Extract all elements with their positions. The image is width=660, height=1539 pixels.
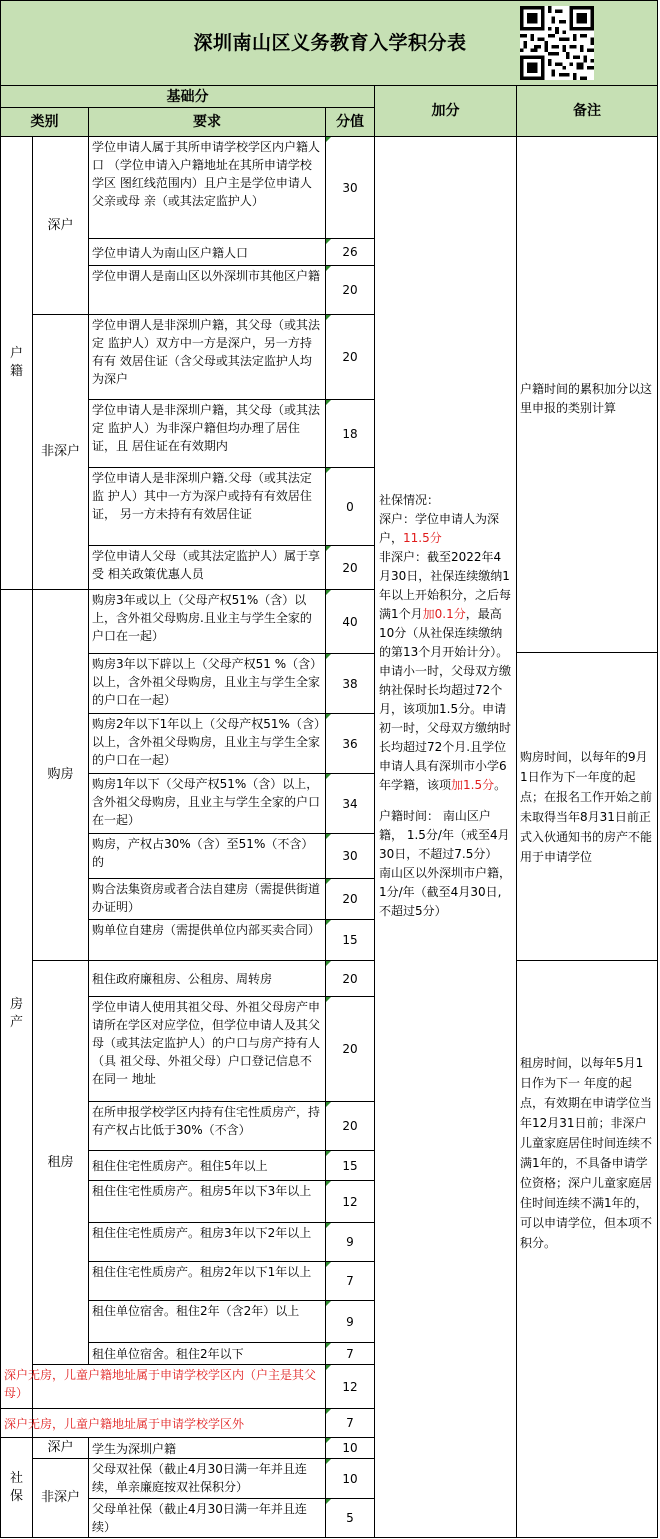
rent-req-3: 在所申报学校学区内持有住宅性质房产，持有产权占比低于30%（不含） [89, 1102, 326, 1151]
special-req-1: 深户无房，儿童户籍地址属于申请学校学区内（户主是其父母） [0, 1365, 326, 1409]
bonus-feishenhu-end: 。 [494, 778, 507, 792]
subcategory-purchase: 购房 [33, 590, 89, 961]
rent-score-7: 7 [326, 1262, 375, 1301]
hukou-shenhu-req-2: 学位申请人为南山区户籍人口 [89, 239, 326, 266]
header-remarks: 备注 [517, 86, 658, 137]
rent-req-7: 租住住宅性质房产。租房2年以下1年以上 [89, 1262, 326, 1301]
purchase-req-5: 购房，产权占30%（含）至51%（不含）的 [89, 834, 326, 879]
rent-req-2: 学位申请人使用其祖父母、外祖父母房产申 请所在学区对应学位，但学位申请人及其父 母（或其法定监护人）的户口与房产持有人（具 祖父母、外祖父母）户口登记信息不在同一 地址 [89, 997, 326, 1102]
bonus-feishenhu-part1: 非深户：截至2022年4月30日，社保连续缴纳1年以上开始积分，之后每满1个月 [379, 550, 512, 621]
subcategory-rent: 租房 [33, 961, 89, 1365]
rent-req-4: 租住住宅性质房产。租住5年以上 [89, 1151, 326, 1181]
purchase-score-6: 20 [326, 879, 375, 920]
bonus-shenhu-text [379, 510, 512, 548]
bonus-social-heading: 社保情况： [379, 493, 440, 507]
rent-req-5: 租住住宅性质房产。租房5年以下3年以上 [89, 1181, 326, 1223]
purchase-req-1: 购房3年或以上（父母产权51%（含）以上，含外祖父母购房.且业主与学生全家的户口在一起） [89, 590, 326, 654]
purchase-score-3: 36 [326, 714, 375, 774]
subcategory-social-feishenhu: 非深户 [33, 1459, 89, 1538]
purchase-req-6: 购合法集资房或者合法自建房（需提供街道 办证明） [89, 879, 326, 920]
remarks-hukou: 户籍时间的累积加分以这里申报的类别计算 [517, 137, 658, 653]
social-feishenhu-score-2: 5 [326, 1499, 375, 1538]
bonus-feishenhu-extra: 加1.5分 [451, 778, 495, 792]
bonus-column [375, 137, 517, 1538]
purchase-req-7: 购单位自建房（需提供单位内部买卖合同） [89, 920, 326, 961]
purchase-req-4: 购房1年以下（父母产权51%（含）以上，含外祖父母购房，且业主与学生全家的户口在一起） [89, 774, 326, 834]
rent-req-6: 租住住宅性质房产。租房3年以下2年以上 [89, 1223, 326, 1262]
rent-score-6: 9 [326, 1223, 375, 1262]
hukou-shenhu-score-2: 26 [326, 239, 375, 266]
hukou-feishenhu-req-1: 学位申谓人是非深圳户籍，其父母（或其法定 监护人）双方中一方是深户，另一方持有有 效居住证（含父母或其法定监护人均为深户 [89, 315, 326, 400]
remarks-rent: 租房时间，以每年5月1日作为下一 年度的起点，有效期在申请学位当年12月31日前；非深户儿童家庭居住时间连续不满1年的，不具备申请学位资格；深户儿童家庭居住时间连续不满1年的，可以申请学位，但本项不积分。 [517, 961, 658, 1538]
header-category: 类别 [0, 108, 89, 137]
rent-score-4: 15 [326, 1151, 375, 1181]
purchase-req-2: 购房3年以下辟以上（父母产权51 %（含）以上，含外祖父母购房，且业主与学生全家 的户口在一起） [89, 654, 326, 714]
rent-score-3: 20 [326, 1102, 375, 1151]
purchase-score-2: 38 [326, 654, 375, 714]
bonus-hukou-time: 户籍时间： 南山区户籍， 1.5分/年（戒至4月30日，不超过7.5分） [379, 809, 510, 861]
rent-req-9: 租住单位宿舍。租住2年以下 [89, 1343, 326, 1365]
hukou-feishenhu-req-2: 学位申请人是非深圳户籍，其父母（或其法定 监护人）为非深户籍但均办理了居住证，且 居住证在有效期内 [89, 400, 326, 468]
hukou-feishenhu-score-1: 20 [326, 315, 375, 400]
social-feishenhu-req-1: 父母双社保（截止4月30日满一年并且连 续，单亲廉庭按双社保积分） [89, 1459, 326, 1499]
hukou-shenhu-req-3: 学位申谓人是南山区以外深圳市其他区户籍 [89, 266, 326, 315]
bonus-feishenhu-text [379, 548, 512, 795]
purchase-score-7: 15 [326, 920, 375, 961]
header-bonus: 加分 [375, 86, 517, 137]
subcategory-hukou-feishenhu: 非深户 [33, 315, 89, 590]
page-title: 深圳南山区义务教育入学积分表 [193, 32, 467, 54]
rent-score-8: 9 [326, 1301, 375, 1343]
special-score-1: 12 [326, 1365, 375, 1409]
remarks-purchase: 购房时间，以每年的9月1日作为下一年度的起点；在报名工作开始之前未取得当年8月31日前正式入伙通知书的房产不能用于申请学位 [517, 653, 658, 961]
subcategory-hukou-shenhu: 深户 [33, 137, 89, 315]
hukou-shenhu-req-1: 学位申请人属于其所申请学校学区内户籍人 口 （学位申请入户籍地址在其所申请学校学区 图红线范围内）且户主是学位申请人父亲或母 亲（或其法定监护人） [89, 137, 326, 239]
hukou-shenhu-score-1: 30 [326, 137, 375, 239]
purchase-req-3: 购房2年以下1年以上（父母产权51%（含）以上，含外祖父母购房，且业主与学生全家 的户口在一起） [89, 714, 326, 774]
bonus-other-district: 南山区以外深圳市户籍，1分/年（截至4月30日,不超过5分） [379, 866, 512, 918]
purchase-score-1: 40 [326, 590, 375, 654]
category-social: 社保 [0, 1438, 33, 1538]
rent-score-2: 20 [326, 997, 375, 1102]
qr-code-icon [520, 6, 594, 80]
rent-score-5: 12 [326, 1181, 375, 1223]
bonus-feishenhu-monthly: 加0.1分 [422, 607, 466, 621]
hukou-feishenhu-score-3: 0 [326, 468, 375, 546]
rent-req-8: 租住单位宿舍。租住2年（含2年）以上 [89, 1301, 326, 1343]
header-requirement: 要求 [89, 108, 326, 137]
rent-score-1: 20 [326, 961, 375, 997]
category-property: 房产 [0, 590, 33, 1438]
header-base-score: 基础分 [0, 86, 375, 108]
special-score-2: 7 [326, 1409, 375, 1438]
purchase-score-4: 34 [326, 774, 375, 834]
header-score: 分值 [326, 108, 375, 137]
social-feishenhu-score-1: 10 [326, 1459, 375, 1499]
subcategory-social-shenhu: 深户 [33, 1438, 89, 1459]
hukou-feishenhu-score-2: 18 [326, 400, 375, 468]
hukou-feishenhu-req-3: 学位申请人是非深圳户籍.父母（或其法定监 护人）其中一方为深户或持有有效居住证， 另一方未持有有效居住证 [89, 468, 326, 546]
rent-req-1: 租住政府廉租房、公租房、周转房 [89, 961, 326, 997]
rent-score-9: 7 [326, 1343, 375, 1365]
bonus-shenhu-label: 深户：学位申请人为深户， [379, 512, 500, 545]
bonus-feishenhu-part2: ，最高10分（从社保连续缴纳的第13个月开始计分）。申请小一时，父母双方缴纳社保时长均超过72个月，该项加1.5分。申请初一时，父母双方缴纳时长均超过72个月.且学位申请人具有深圳市小学6年学籍，该项 [379, 607, 512, 792]
social-shenhu-req: 学生为深圳户籍 [89, 1438, 326, 1459]
hukou-shenhu-score-3: 20 [326, 266, 375, 315]
special-req-2: 深户无房，儿童户籍地址属于申请学校学区外 [0, 1409, 326, 1438]
social-shenhu-score: 10 [326, 1438, 375, 1459]
bonus-shenhu-points: 11.5分 [403, 531, 442, 545]
social-feishenhu-req-2: 父母单社保（截止4月30日满一年并且连续） [89, 1499, 326, 1538]
hukou-feishenhu-req-4: 学位申请人父母（或其法定监护人）属于享受 相关政策优惠人员 [89, 546, 326, 590]
category-hukou: 户籍 [0, 137, 33, 590]
purchase-score-5: 30 [326, 834, 375, 879]
hukou-feishenhu-score-4: 20 [326, 546, 375, 590]
